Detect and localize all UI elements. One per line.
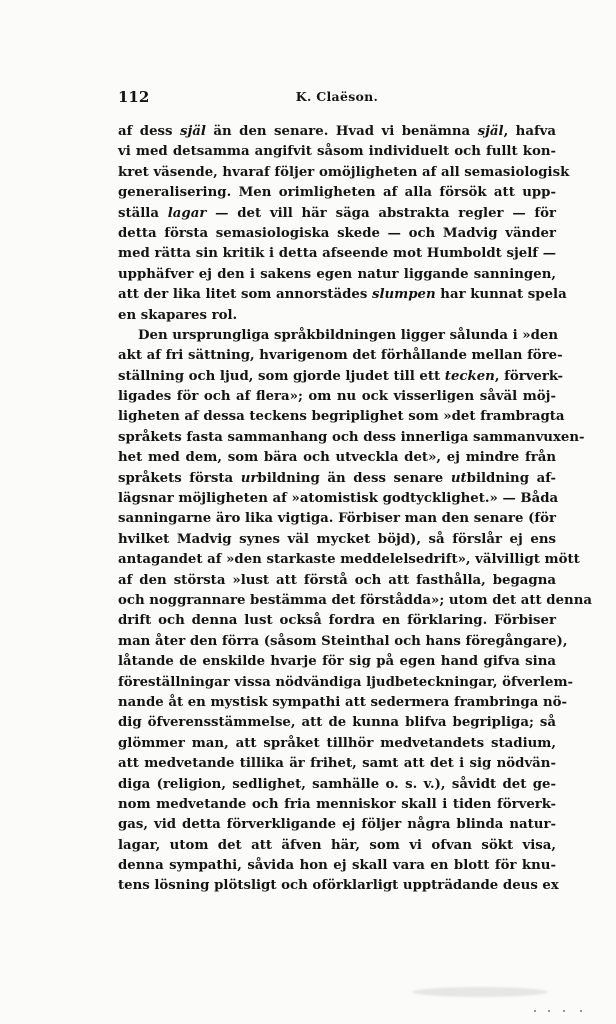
text-span: , hafva [503,124,557,139]
page-header [118,88,556,108]
text-span: detta första semasiologiska skede — och Madvig vänder [118,225,556,241]
emphasis-span: själ [180,124,206,139]
running-head: K. Claëson. [295,89,379,104]
text-line [118,815,556,835]
scan-specks [530,1010,590,1016]
text-line [118,632,568,652]
text-span: med rätta sin kritik i detta afseende mot Humboldt sjelf — [118,246,556,262]
text-span: hvilket Madvig synes väl mycket böjd), så förslår ej ens [118,531,556,547]
text-line [118,163,570,183]
text-span: akt af fri sättning, hvarigenom det förhållande mellan före- [118,348,563,364]
text-span: ställning och ljud, som gjorde ljudet till ett [118,368,445,384]
text-line [118,856,556,876]
emphasis-span: lagar [167,205,207,221]
text-line [118,876,559,896]
text-line [118,122,556,142]
emphasis-span: själ [477,124,504,139]
text-span: — det vill här säga abstrakta regler — för [206,205,556,221]
body-text [118,122,593,897]
text-span: språkets fasta sammanhang och dess innerliga sammanvuxen- [118,429,585,445]
text-line [118,306,556,326]
text-line [118,204,556,224]
text-span: har kunnat spela [435,287,567,303]
text-span: lagar, utom det att äfven här, som vi ofvan sökt visa, [118,837,556,853]
text-line [118,509,556,529]
text-span: bildning af- [466,470,556,486]
text-span: att der lika litet som annorstädes [118,287,372,303]
text-span: het med dem, som bära och utveckla det», ej mindre från [118,450,556,466]
text-line [118,489,559,509]
text-span: man åter den förra (såsom Steinthal och hans föregångare), [118,633,568,649]
text-line [118,754,556,774]
text-line [118,407,565,427]
text-line [118,713,556,733]
text-line [118,387,556,407]
text-line [118,550,580,570]
text-span: antagandet af »den starkaste meddelelsedrift», välvilligt mött [118,552,580,568]
text-span: låtande de enskilde hvarje för sig på egen hand gifva sina [118,654,556,670]
text-line [118,326,559,346]
text-span: än den senare. Hvad vi benämna [205,124,478,139]
text-span: nom medvetande och fria menniskor skall i tiden förverk- [118,796,556,812]
text-span: språkets första [118,470,241,486]
text-span: bildning än dess senare [257,470,451,486]
text-line [118,244,556,264]
scan-smudge [410,985,550,999]
text-line [118,367,564,387]
text-line [118,530,556,550]
text-span: upphäfver ej den i sakens egen natur liggande sanningen, [118,266,556,282]
text-line [118,591,593,611]
text-span: och noggrannare bestämma det förstådda»; utom det att denna [118,592,593,608]
text-line [118,571,556,591]
text-line [118,265,556,285]
text-line [118,611,556,631]
text-span: diga (religion, sedlighet, samhälle o. s. v.), såvidt det ge- [118,776,556,792]
text-line [118,346,563,366]
text-span: af den största »lust att förstå och att fasthålla, begagna [118,572,556,588]
emphasis-span: ur [240,470,258,486]
text-line [118,693,568,713]
emphasis-span: tecken [444,368,495,384]
text-line [118,428,585,448]
text-line [118,183,556,203]
text-line [118,673,574,693]
text-line [118,142,556,162]
text-span: att medvetande tillika är frihet, samt att det i sig nödvän- [118,756,556,772]
text-line [118,448,556,468]
text-span: kret väsende, hvaraf följer omöjligheten af all semasiologisk [118,164,570,180]
emphasis-span: ut [450,470,467,486]
text-line [118,285,567,305]
text-span: af dess [118,124,180,139]
text-span: dig öfverensstämmelse, att de kunna blifva begripliga; så [118,715,556,731]
text-span: glömmer man, att språket tillhör medvetandets stadium, [118,735,556,751]
text-span: Den ursprungliga språkbildningen ligger sålunda i »den [138,327,559,343]
text-span: generalisering. Men orimligheten af alla försök att upp- [118,185,556,201]
text-line [118,795,556,815]
text-span: ställa [118,205,168,221]
text-span: denna sympathi, såvida hon ej skall vara en blott för knu- [118,858,556,874]
text-span: ligheten af dessa teckens begriplighet som »det frambragta [118,409,565,425]
text-line [118,652,556,672]
text-line [118,469,556,489]
text-span: lägsnar möjligheten af »atomistisk godtycklighet.» — Båda [118,491,559,507]
text-line [118,836,556,856]
text-span: en skapares rol. [118,307,238,323]
emphasis-span: slumpen [371,287,436,303]
text-line [118,734,556,754]
text-span: drift och denna lust också fordra en förklaring. Förbiser [118,613,556,629]
text-span: nande åt en mystisk sympathi att sedermera frambringa nö- [118,694,568,710]
text-span: ligades för och af flera»; om nu ock visserligen såväl möj- [118,389,556,405]
text-span: tens lösning plötsligt och oförklarligt uppträdande deus ex [118,878,559,894]
text-line [118,224,556,244]
text-span: sanningarne äro lika vigtiga. Förbiser man den senare (för [118,511,556,527]
text-span: gas, vid detta förverkligande ej följer några blinda natur- [118,817,556,833]
text-span: föreställningar vissa nödvändiga ljudbeteckningar, öfverlem- [118,674,574,690]
text-span: , förverk- [494,368,564,384]
text-span: vi med detsamma angifvit såsom individuelt och fullt kon- [118,144,556,160]
text-line [118,775,556,795]
page-number: 112 [118,88,150,106]
